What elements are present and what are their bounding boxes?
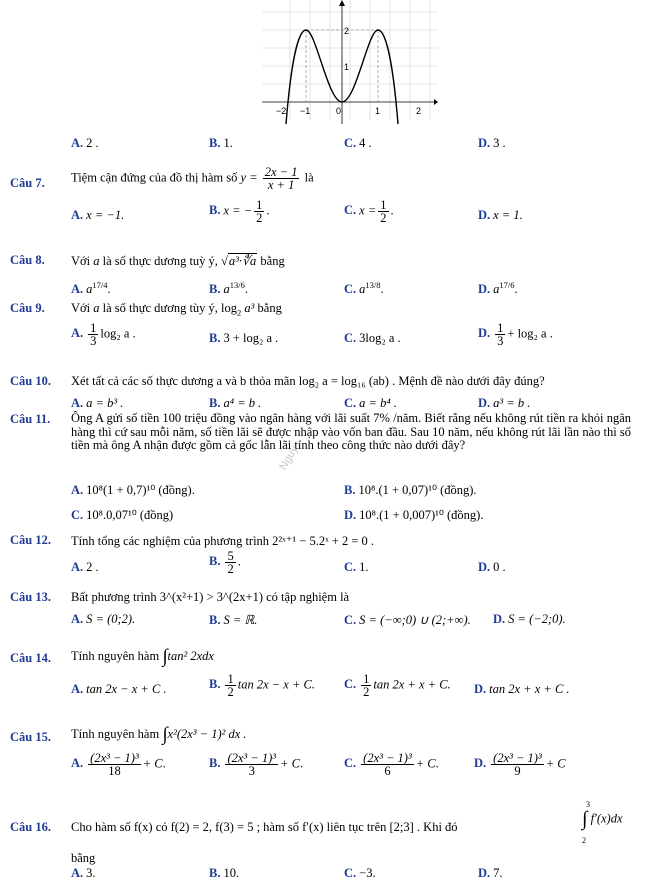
q9-number: Câu 9. — [10, 301, 45, 315]
q16-text: Cho hàm số f(x) có f(2) = 2, f(3) = 5 ; hàm số f′(x) liên tục trên [2;3] . Khi đó — [71, 820, 458, 834]
graph-tick-x-0: 0 — [336, 106, 342, 116]
q12-option-a[interactable]: A. 2 . — [71, 560, 99, 574]
q14-option-a[interactable]: A. tan 2x − x + C . — [71, 682, 167, 696]
graph-tick-x--2: −2 — [276, 106, 287, 116]
q16-tail: bằng — [71, 851, 96, 865]
q7-text: Tiệm cận đứng của đồ thị hàm số y = $\frac{2x - 1}{x + 1}$ là — [71, 165, 314, 192]
q7-option-c[interactable]: C. x = $\frac{1}{2}$ . — [344, 198, 394, 225]
q10-option-c[interactable]: C. a = b⁴ . — [344, 396, 397, 410]
graph-tick-x-1: 1 — [375, 106, 381, 116]
q6-option-b[interactable]: B. 1. — [209, 136, 233, 150]
q13-option-b[interactable]: B. S = ℝ. — [209, 613, 258, 627]
q14-text: Tính nguyên hàm ∫tan² 2xdx — [71, 646, 214, 667]
graph-tick-x-2: 2 — [416, 106, 422, 116]
q11-option-c[interactable]: C. 10⁸.0,07¹⁰ (đồng) — [71, 508, 174, 522]
q11-option-a[interactable]: A. 10⁸(1 + 0,7)¹⁰ (đồng). — [71, 483, 195, 497]
q15-option-d[interactable]: D. $\frac{\text{(2x³ − 1)³}}{9}$ + C — [474, 751, 566, 778]
q15-text: Tính nguyên hàm ∫x²(2x³ − 1)² dx . — [71, 724, 247, 745]
q16-option-d[interactable]: D. 7. — [478, 866, 503, 880]
q10-option-b[interactable]: B. a⁴ = b . — [209, 396, 262, 410]
q16-option-b[interactable]: B. 10. — [209, 866, 240, 880]
function-graph — [262, 0, 438, 124]
q10-option-d[interactable]: D. a³ = b . — [478, 396, 531, 410]
q7-number: Câu 7. — [10, 176, 45, 190]
graph-tick-x--1: −1 — [300, 106, 311, 116]
q14-number: Câu 14. — [10, 651, 51, 665]
q8-option-a[interactable]: A. $a^{17/4}$. — [71, 279, 111, 296]
q13-option-c[interactable]: C. S = (−∞;0) ∪ (2;+∞). — [344, 613, 471, 627]
q12-text: Tính tổng các nghiệm của phương trình 2²ˣ⁺¹ − 5.2ˣ + 2 = 0 . — [71, 534, 375, 548]
q13-option-d[interactable]: D. S = (−2;0). — [493, 612, 566, 626]
q16-number: Câu 16. — [10, 820, 51, 834]
q12-number: Câu 12. — [10, 533, 51, 547]
q13-number: Câu 13. — [10, 590, 51, 604]
q15-option-a[interactable]: A. $\frac{\text{(2x³ − 1)³}}{18}$ + C. — [71, 751, 166, 778]
q16-integral: 3 ∫ 2 f′(x)dx — [582, 800, 623, 845]
q8-number: Câu 8. — [10, 253, 45, 267]
q7-option-d[interactable]: D. x = 1. — [478, 208, 523, 222]
q6-option-a[interactable]: A. 2 . — [71, 136, 99, 150]
q15-number: Câu 15. — [10, 730, 51, 744]
q10-option-a[interactable]: A. a = b³ . — [71, 396, 124, 410]
watermark: Nguy — [277, 443, 301, 473]
q9-text: Với a là số thực dương tùy ý, $\log_2 a^3$ bằng — [71, 301, 282, 318]
q12-option-c[interactable]: C. 1. — [344, 560, 369, 574]
q11-text: Ông A gửi số tiền 100 triệu đồng vào ngân hàng với lãi suất 7% /năm. Biết rằng nếu không rút tiền ra khỏi ngân hàng thì cứ sau mỗi năm, số tiền lãi sẽ được nhập vào vốn ban đầu. Sau 10 năm, nếu không rút lãi lần nào thì số tiền mà ông A nhận được gồm cả gốc lẫn lãi tính theo công thức nào dưới đây? — [71, 411, 631, 452]
q12-option-b[interactable]: B. $\frac{5}{2}$ . — [209, 549, 241, 576]
q10-text: Xét tất cả các số thực dương a và b thỏa mãn log₂ a = log₁₆ (ab) . Mệnh đề nào dưới đây đúng? — [71, 374, 545, 388]
q13-text: Bất phương trình 3^(x²+1) > 3^(2x+1) có tập nghiệm là — [71, 590, 350, 604]
graph-tick-y-2: 2 — [344, 26, 350, 36]
q8-option-b[interactable]: B. $a^{13/6}$. — [209, 279, 248, 296]
q8-option-c[interactable]: C. $a^{13/8}$. — [344, 279, 384, 296]
q7-option-a[interactable]: A. x = −1. — [71, 208, 125, 222]
q9-option-c[interactable]: C. 3log₂ a . — [344, 331, 401, 345]
graph-tick-y-1: 1 — [344, 62, 350, 72]
q11-option-b[interactable]: B. 10⁸.(1 + 0,07)¹⁰ (đồng). — [344, 483, 477, 497]
q14-option-d[interactable]: D. tan 2x + x + C . — [474, 682, 570, 696]
q15-option-c[interactable]: C. $\frac{\text{(2x³ − 1)³}}{6}$ + C. — [344, 751, 439, 778]
q10-number: Câu 10. — [10, 374, 51, 388]
q16-option-a[interactable]: A. 3. — [71, 866, 96, 880]
q8-text: Với a là số thực dương tuỳ ý, √a³·∜a bằng — [71, 254, 285, 268]
q9-option-b[interactable]: B. 3 + log₂ a . — [209, 331, 279, 345]
q8-option-d[interactable]: D. $a^{17/6}$. — [478, 279, 518, 296]
q14-option-c[interactable]: C. $\frac{1}{2}$ tan 2x + x + C. — [344, 672, 451, 699]
q12-option-d[interactable]: D. 0 . — [478, 560, 506, 574]
q11-option-d[interactable]: D. 10⁸.(1 + 0,007)¹⁰ (đồng). — [344, 508, 484, 522]
q14-option-b[interactable]: B. $\frac{1}{2}$ tan 2x − x + C. — [209, 672, 315, 699]
q16-option-c[interactable]: C. −3. — [344, 866, 376, 880]
q11-number: Câu 11. — [10, 412, 51, 426]
q15-option-b[interactable]: B. $\frac{\text{(2x³ − 1)³}}{3}$ + C. — [209, 751, 304, 778]
q9-option-d[interactable]: D. $\frac{1}{3}$ + log₂ a . — [478, 321, 553, 348]
q13-option-a[interactable]: A. S = (0;2). — [71, 612, 136, 626]
q6-option-c[interactable]: C. 4 . — [344, 136, 372, 150]
q6-option-d[interactable]: D. 3 . — [478, 136, 506, 150]
q9-option-a[interactable]: A. $\frac{1}{3}$ log₂ a . — [71, 321, 136, 348]
q7-option-b[interactable]: B. x = − $\frac{1}{2}$ . — [209, 198, 270, 225]
